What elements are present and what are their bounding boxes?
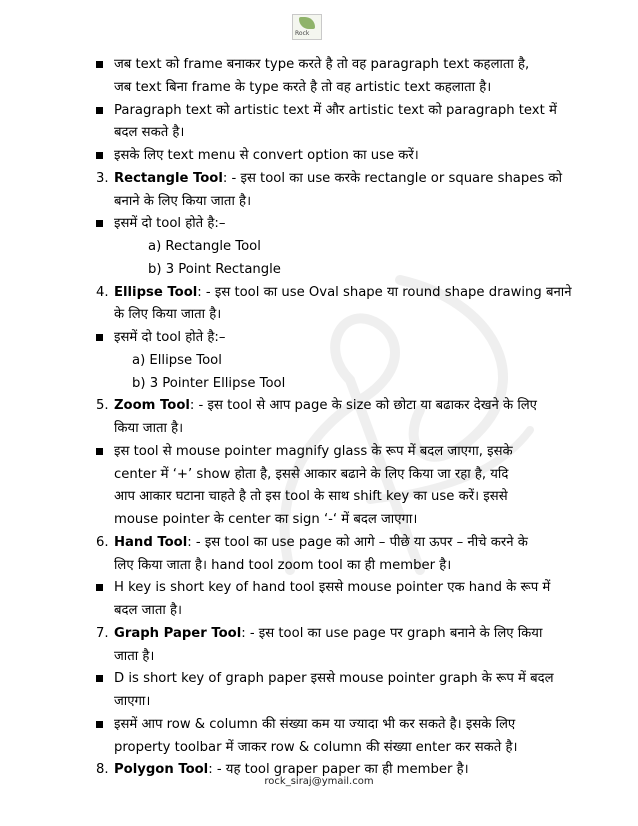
continuation-text: बनाने के लिए किया जाता है। [114,193,252,209]
continuation-text: किया जाता है। [114,421,184,436]
tool-description: : - यह tool graper paper का ही member है। [208,762,469,778]
numbered-item [114,623,542,645]
sub-item-text: a) Ellipse Tool [132,352,222,368]
numbered-item [114,282,572,304]
tool-title: Hand Tool [114,534,188,550]
item-number: 4. [96,284,109,300]
sub-item-text: b) 3 Point Rectangle [148,261,281,277]
bullet-text: इसमें दो tool होते है:– [114,330,226,345]
continuation-text: बदल सकते है। [114,125,185,141]
continuation-text: के लिए किया जाता है। [114,307,222,323]
tool-title: Ellipse Tool [114,284,198,300]
continuation-text: mouse pointer के center का sign ‘-‘ में बदल जाएगा। [114,512,418,527]
item-number: 8. [96,762,109,778]
numbered-item [114,168,562,190]
bullet-text: H key is short key of hand tool इससे mouse pointer एक hand के रूप में [114,580,551,596]
bullet-text: इसमें आप row & column की संख्या कम या ज्यादा भी कर सकते है। इसके लिए [114,716,516,732]
continuation-text: center में ‘+’ show होता है, इससे आकार बढाने के लिए किया जा रहा है, यदि [114,466,509,482]
tool-description: : - इस tool का use page को आगे – पीछे या ऊपर – नीचे करने के [187,534,528,550]
footer-email: rock_siraj@ymail.com [264,776,374,787]
item-number: 7. [96,625,109,641]
continuation-text: बदल जाता है। [114,603,182,618]
bullet-text: D is short key of graph paper इससे mouse pointer graph के रूप में बदल [114,671,554,687]
item-number: 6. [96,534,109,550]
bullet-icon [96,721,103,728]
rock-logo [292,14,322,40]
bullet-icon [96,152,103,159]
continuation-text: जाता है। [114,648,155,664]
item-number: 3. [96,170,109,186]
tool-title: Graph Paper Tool [114,625,242,641]
continuation-text: लिए किया जाता है। hand tool zoom tool का ही member है। [114,557,452,573]
sub-item-text: a) Rectangle Tool [148,239,261,254]
bullet-icon [96,220,103,227]
continuation-text: आप आकार घटाना चाहते है तो इस tool के साथ shift key का use करें। इससे [114,489,508,505]
tool-description: : - इस tool का use Oval shape या round shape drawing बनाने [197,284,572,300]
bullet-text: इसमें दो tool होते है:– [114,216,226,232]
bullet-text: इस tool से mouse pointer magnify glass के रूप में बदल जाएगा, इसके [114,443,513,459]
bullet-text: Paragraph text को artistic text में और artistic text को paragraph text में [114,102,557,118]
tool-description: : - इस tool से आप page के size को छोटा या बढाकर देखने के लिए [189,398,537,414]
bullet-text: इसके लिए text menu से convert option का use करें। [114,148,419,163]
bullet-icon [96,448,103,455]
logo-text: Rock [295,30,310,37]
tool-description: : - इस tool का use करके rectangle or square shapes को [222,170,562,186]
tool-title: Rectangle Tool [114,170,223,186]
bullet-icon [96,61,103,68]
continuation-text: जब text बिना frame के type करते है तो वह artistic text कहलाता है। [114,79,492,95]
item-number: 5. [96,398,109,414]
continuation-text: जाएगा। [114,694,151,709]
numbered-item [114,532,528,554]
bullet-icon [96,584,103,591]
tool-title: Polygon Tool [114,762,209,778]
bullet-icon [96,334,103,341]
bullet-icon [96,107,103,114]
bullet-icon [96,675,103,682]
tool-description: : - इस tool का use page पर graph बनाने के लिए किया [241,625,543,641]
sub-item-text: b) 3 Pointer Ellipse Tool [132,375,286,391]
numbered-item [114,395,537,417]
tool-title: Zoom Tool [114,398,190,414]
continuation-text: property toolbar में जाकर row & column की संख्या enter कर सकते है। [114,739,518,755]
leaf-icon [299,17,315,29]
bullet-text: जब text को frame बनाकर type करते है तो वह paragraph text कहलाता है, [114,57,530,72]
